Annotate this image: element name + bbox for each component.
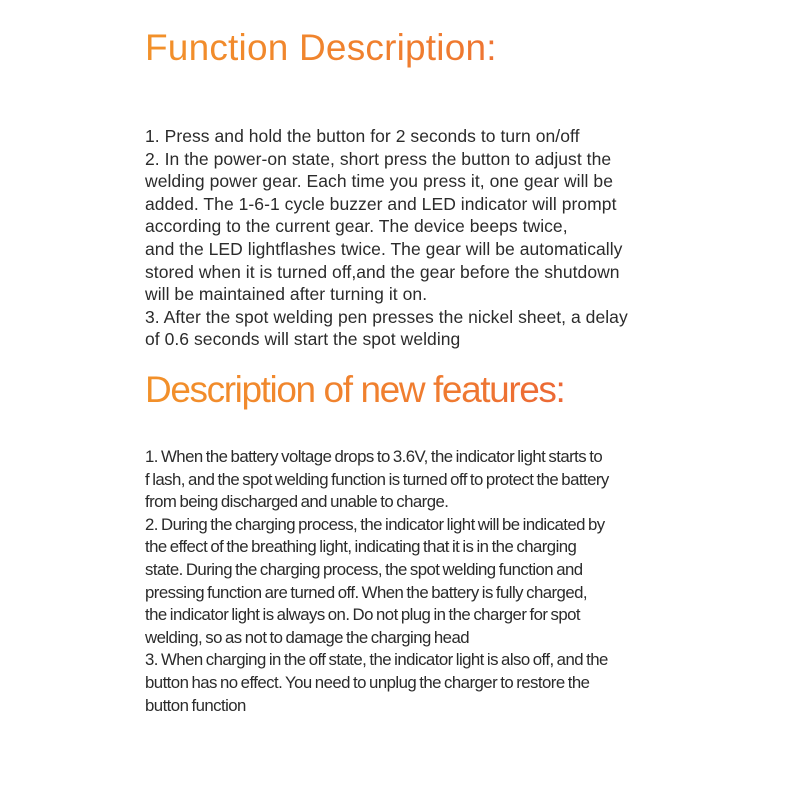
text-line: from being discharged and unable to charge. [145, 492, 449, 512]
text-line: the indicator light is always on. Do not plug in the charger for spot [145, 605, 581, 625]
function-description-text [145, 125, 705, 351]
text-line: 3. After the spot welding pen presses the nickel sheet, a delay [145, 306, 628, 327]
text-line: added. The 1-6-1 cycle buzzer and LED indicator will prompt [145, 193, 617, 214]
text-line: the effect of the breathing light, indicating that it is in the charging [145, 537, 577, 557]
text-line: button has no effect. You need to unplug the charger to restore the [145, 672, 590, 692]
text-line: stored when it is turned off,and the gear before the shutdown [145, 261, 620, 282]
text-line: 2. During the charging process, the indicator light will be indicated by [145, 514, 605, 534]
text-line: welding, so as not to damage the charging head [145, 627, 470, 647]
new-features-title: Description of new features: [145, 364, 705, 416]
text-line: 2. In the power-on state, short press the button to adjust the [145, 148, 612, 169]
text-line: 1. When the battery voltage drops to 3.6V, the indicator light starts to [145, 447, 603, 466]
function-description-section [145, 24, 705, 351]
text-line: will be maintained after turning it on. [145, 284, 428, 305]
text-line: 3. When charging in the off state, the indicator light is also off, and the [145, 650, 608, 670]
text-line: of 0.6 seconds will start the spot welding [145, 329, 461, 350]
new-features-text [145, 446, 705, 717]
text-line: pressing function are turned off. When the battery is fully charged, [145, 582, 588, 602]
text-line: state. During the charging process, the spot welding function and [145, 559, 583, 579]
text-line: and the LED lightflashes twice. The gear will be automatically [145, 238, 623, 259]
text-line: f lash, and the spot welding function is turned off to protect the battery [145, 469, 609, 489]
text-line: welding power gear. Each time you press it, one gear will be [145, 171, 613, 192]
text-line: according to the current gear. The device beeps twice, [145, 216, 568, 237]
new-features-section [145, 364, 705, 717]
text-line: 1. Press and hold the button for 2 seconds to turn on/off [145, 126, 580, 146]
function-description-title: Function Description: [145, 24, 705, 72]
text-line: button function [145, 695, 246, 715]
